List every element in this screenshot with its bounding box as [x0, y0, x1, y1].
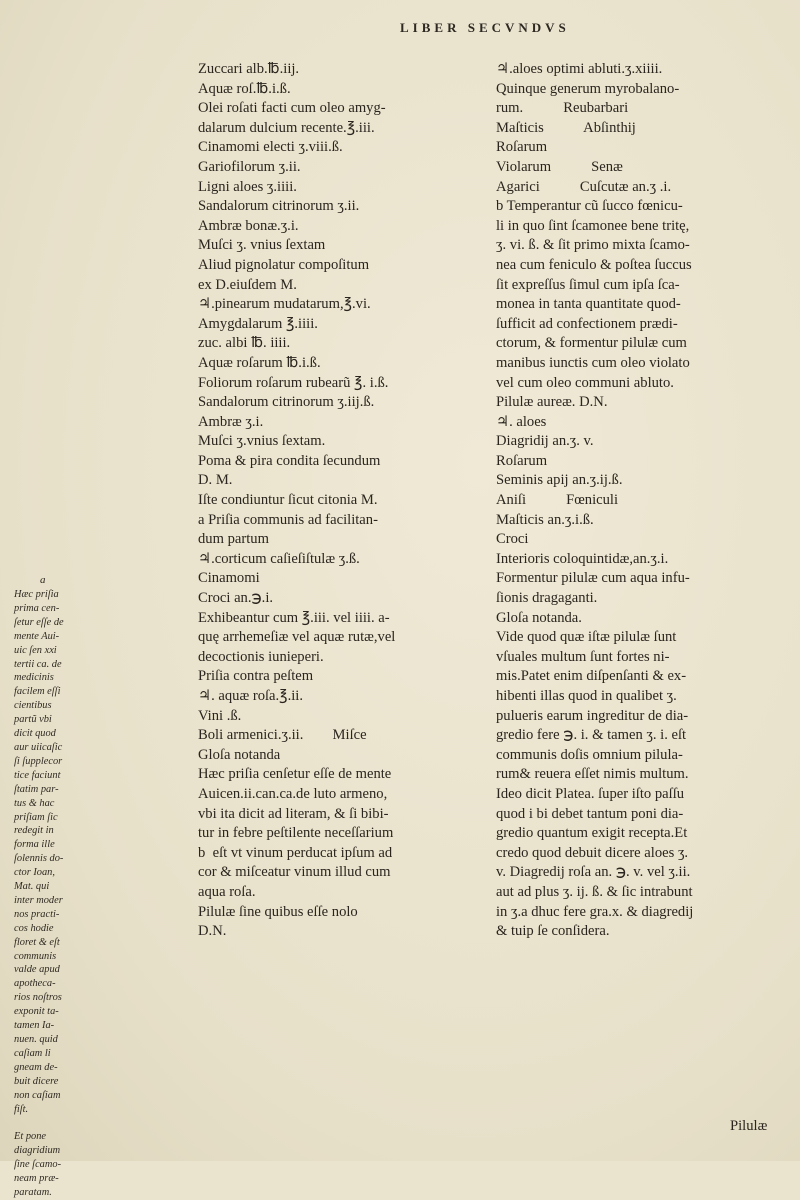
text-line: Ligni aloes ʒ.iiii.	[198, 178, 297, 195]
text-line: Gloſa notanda.	[496, 609, 582, 626]
text-line: Agarici Cuſcutæ an.ʒ .i.	[496, 178, 672, 195]
text-line: b eſt vt vinum perducat ipſum ad	[198, 844, 393, 861]
margin-note-line: tamen Ia-	[14, 1020, 55, 1032]
text-line: ♃. aloes	[496, 413, 547, 430]
text-line: communis doſis omnium pilula-	[496, 746, 683, 763]
margin-note-line: redegit in	[14, 825, 54, 837]
margin-note-line: ſi ſupplecor	[14, 755, 63, 767]
text-line: Interioris coloquintidæ,an.ʒ.i.	[496, 550, 669, 567]
text-line: Ambræ bonæ.ʒ.i.	[198, 217, 299, 234]
text-line: dalarum dulcium recente.℥.iii.	[198, 119, 375, 136]
text-line: v. Diagredij roſa an. ℈. v. vel ʒ.ii.	[496, 864, 691, 881]
text-line: pulueris earum ingreditur de dia-	[496, 707, 689, 724]
text-line: manibus iunctis cum oleo violato	[496, 354, 690, 371]
margin-note-line: nos practi-	[14, 908, 60, 920]
text-line: Auicen.ii.can.ca.de luto armeno,	[198, 785, 388, 802]
text-line: ſufficit ad confectionem prædi-	[496, 315, 678, 332]
margin-note-line: dicit quod	[14, 728, 56, 740]
margin-note-line: gneam de-	[14, 1061, 58, 1073]
text-line: Gloſa notanda	[198, 746, 281, 763]
margin-note-line: ctor Ioan,	[14, 867, 55, 879]
text-line: & tuip ſe conſidera.	[496, 923, 610, 940]
margin-note-line: cientibus	[14, 700, 52, 712]
margin-note-line: aur uiicaſic	[14, 741, 63, 753]
text-line: ctorum, & formentur pilulæ cum	[496, 335, 687, 352]
text-line: Cinamomi electi ʒ.viii.ß.	[198, 139, 343, 156]
margin-note-line: forma ille	[14, 839, 55, 851]
text-line: Aquæ roſarum ℔.i.ß.	[198, 354, 321, 371]
margin-note-line: Mat. qui	[14, 881, 50, 893]
text-line: monea in tanta quantitate quod-	[496, 296, 681, 313]
text-line: tur in febre peſtilente neceſſarium	[198, 825, 394, 842]
text-line: Poma & pira condita ſecundum	[198, 452, 381, 469]
text-line: Aniſi Fœniculi	[496, 492, 619, 509]
text-line: D.N.	[198, 923, 227, 940]
margin-note-line: ſetur eſſe de	[14, 616, 64, 628]
text-line: Muſci ʒ.vnius ſextam.	[198, 433, 326, 450]
text-line: Ambræ ʒ.i.	[198, 413, 264, 430]
text-line: Amygdalarum ℥.iiii.	[198, 315, 318, 332]
text-line: dum partum	[198, 531, 269, 548]
text-line: Vini .ß.	[198, 707, 242, 724]
text-line: Croci	[496, 531, 529, 548]
text-line: vſuales multum ſunt fortes ni-	[496, 648, 670, 665]
text-line: Gariofilorum ʒ.ii.	[198, 158, 301, 175]
margin-note-line: medicinis	[14, 672, 54, 684]
text-line: mis.Patet enim diſpenſanti & ex-	[496, 668, 687, 685]
margin-note-line: caſiam li	[14, 1047, 51, 1059]
text-line: ♃.corticum caſieſiſtulæ ʒ.ß.	[198, 550, 360, 567]
margin-note-line: mente Aui-	[14, 630, 60, 642]
margin-note-line	[14, 1116, 96, 1130]
margin-note-line: ſtatim par-	[14, 783, 59, 795]
margin-note-line: exponit ta-	[14, 1006, 59, 1018]
text-line: Ideo dicit Platea. ſuper iſto paſſu	[496, 785, 685, 802]
text-line: Iſte condiuntur ſicut citonia M.	[198, 492, 378, 509]
right-column	[496, 60, 796, 942]
text-line: cor & miſceatur vinum illud cum	[198, 864, 391, 881]
text-line: quę arrhemeſiæ vel aquæ rutæ,vel	[198, 629, 396, 646]
text-line: ʒ. vi. ß. & ſit primo mixta ſcamo-	[496, 237, 690, 254]
margin-note	[14, 574, 96, 1200]
text-line: Pilulæ ſine quibus eſſe nolo	[198, 903, 358, 920]
text-line: Violarum Senæ	[496, 158, 623, 175]
text-line: Boli armenici.ʒ.ii. Miſce	[198, 727, 367, 744]
margin-note-line: diagridium	[14, 1145, 61, 1157]
margin-note-line: buit dicere	[14, 1075, 59, 1087]
margin-note-line: nuen. quid	[14, 1034, 58, 1045]
text-line: Croci an.℈.i.	[198, 590, 274, 607]
text-line: Formentur pilulæ cum aqua infu-	[496, 570, 690, 587]
text-line: aqua roſa.	[198, 883, 256, 900]
margin-note-line: paratam.	[14, 1186, 52, 1198]
text-line: Muſci ʒ. vnius ſextam	[198, 237, 326, 254]
margin-note-line: fiſt.	[14, 1103, 29, 1115]
margin-note-line: apotheca-	[14, 978, 56, 990]
catchword: Pilulæ	[730, 1118, 768, 1134]
text-line: li in quo ſint ſcamonee bene tritę,	[496, 217, 690, 234]
running-head: LIBER SECVNDVS	[400, 20, 570, 35]
text-line: Sandalorum citrinorum ʒ.iij.ß.	[198, 394, 375, 411]
text-line: gredio fere ℈. i. & tamen ʒ. i. eſt	[496, 727, 687, 744]
text-line: Diagridij an.ʒ. v.	[496, 433, 594, 450]
text-line: gredio quantum exigit recepta.Et	[496, 825, 688, 842]
text-line: a Priſia communis ad facilitan-	[198, 511, 378, 528]
text-line: Seminis apij an.ʒ.ij.ß.	[496, 472, 623, 489]
margin-note-line: inter moder	[14, 894, 63, 906]
margin-note-line: ſolennis do-	[14, 853, 64, 865]
text-line: in ʒ.a dhuc fere gra.x. & diagredij	[496, 903, 694, 920]
text-line: Roſarum	[496, 452, 548, 469]
text-line: ſit expreſſus ſimul cum ipſa ſca-	[496, 276, 680, 293]
text-line: Foliorum roſarum rubearũ ℥. i.ß.	[198, 374, 389, 391]
text-line: ♃. aquæ roſa.℥.ii.	[198, 688, 304, 704]
margin-note-line: Hæc priſia	[14, 589, 59, 600]
text-line: hibenti illas quod in qualibet ʒ.	[496, 688, 677, 704]
margin-note-line: partũ vbi	[14, 714, 52, 726]
text-line: Maſticis Abſinthij	[496, 119, 636, 136]
text-line: vbi ita dicit ad literam, & ſi bibi-	[198, 805, 389, 822]
text-line: Cinamomi	[198, 570, 260, 587]
margin-note-line: floret & eſt	[14, 936, 60, 948]
margin-note-line: valde apud	[14, 964, 60, 976]
margin-note-line: rios noſtros	[14, 992, 62, 1004]
text-line: quod i bi debet tantum poni dia-	[496, 805, 684, 822]
margin-note-line: non caſiam	[14, 1089, 61, 1101]
text-line: Exhibeantur cum ℥.iii. vel iiii. a-	[198, 609, 390, 626]
margin-note-line: tertii ca. de	[14, 658, 62, 670]
margin-mark: a	[40, 574, 46, 586]
text-line: Hæc priſia cenſetur eſſe de mente	[198, 766, 392, 783]
text-line: Sandalorum citrinorum ʒ.ii.	[198, 198, 360, 215]
margin-note-line: uic ſen xxi	[14, 644, 57, 656]
margin-note-line: communis	[14, 950, 57, 962]
text-line: ex D.eiuſdem M.	[198, 276, 297, 293]
text-line: ♃.aloes optimi abluti.ʒ.xiiii.	[496, 61, 663, 77]
margin-note-line: prima cen-	[14, 602, 60, 614]
text-line: Quinque generum myrobalano-	[496, 80, 680, 97]
margin-note-line: Et pone	[14, 1131, 47, 1143]
text-line: Aquæ roſ.℔.i.ß.	[198, 80, 291, 97]
margin-note-line: tice faciunt	[14, 769, 61, 781]
text-line: vel cum oleo communi abluto.	[496, 374, 674, 391]
margin-note-line: priſiam ſic	[14, 811, 58, 823]
margin-note-line: cos hodie	[14, 922, 54, 934]
margin-note-line: facilem eſſi	[14, 686, 61, 698]
text-line: decoctionis iunieperi.	[198, 648, 324, 665]
margin-note-line: neam præ-	[14, 1173, 59, 1185]
text-line: ♃.pinearum mudatarum,℥.vi.	[198, 296, 371, 313]
margin-note-line: tus & hac	[14, 797, 55, 809]
text-line: credo quod debuit dicere aloes ʒ.	[496, 844, 689, 861]
text-line: Vide quod quæ iſtæ pilulæ ſunt	[496, 629, 677, 646]
text-line: aut ad plus ʒ. ij. ß. & ſic intrabunt	[496, 883, 693, 900]
text-line: b Temperantur cũ ſucco fœnicu-	[496, 198, 683, 215]
text-line: Roſarum	[496, 139, 548, 156]
text-line: rum. Reubarbari	[496, 100, 629, 117]
text-line: zuc. albi ℔. iiii.	[198, 335, 291, 352]
text-line: Olei roſati facti cum oleo amyg-	[198, 100, 386, 117]
left-column	[198, 60, 478, 942]
text-line: Maſticis an.ʒ.i.ß.	[496, 511, 594, 528]
text-line: ſionis dragaganti.	[496, 590, 598, 607]
text-line: Pilulæ aureæ. D.N.	[496, 394, 608, 411]
text-line: D. M.	[198, 472, 233, 489]
text-line: Aliud pignolatur compoſitum	[198, 256, 370, 273]
text-line: Priſia contra peſtem	[198, 668, 314, 685]
text-line: nea cum feniculo & poſtea ſuccus	[496, 256, 692, 273]
text-line: rum& reuera eſſet nimis multum.	[496, 766, 689, 783]
margin-note-line: ſine ſcamo-	[14, 1159, 62, 1171]
text-line: Zuccari alb.℔.iij.	[198, 61, 300, 77]
